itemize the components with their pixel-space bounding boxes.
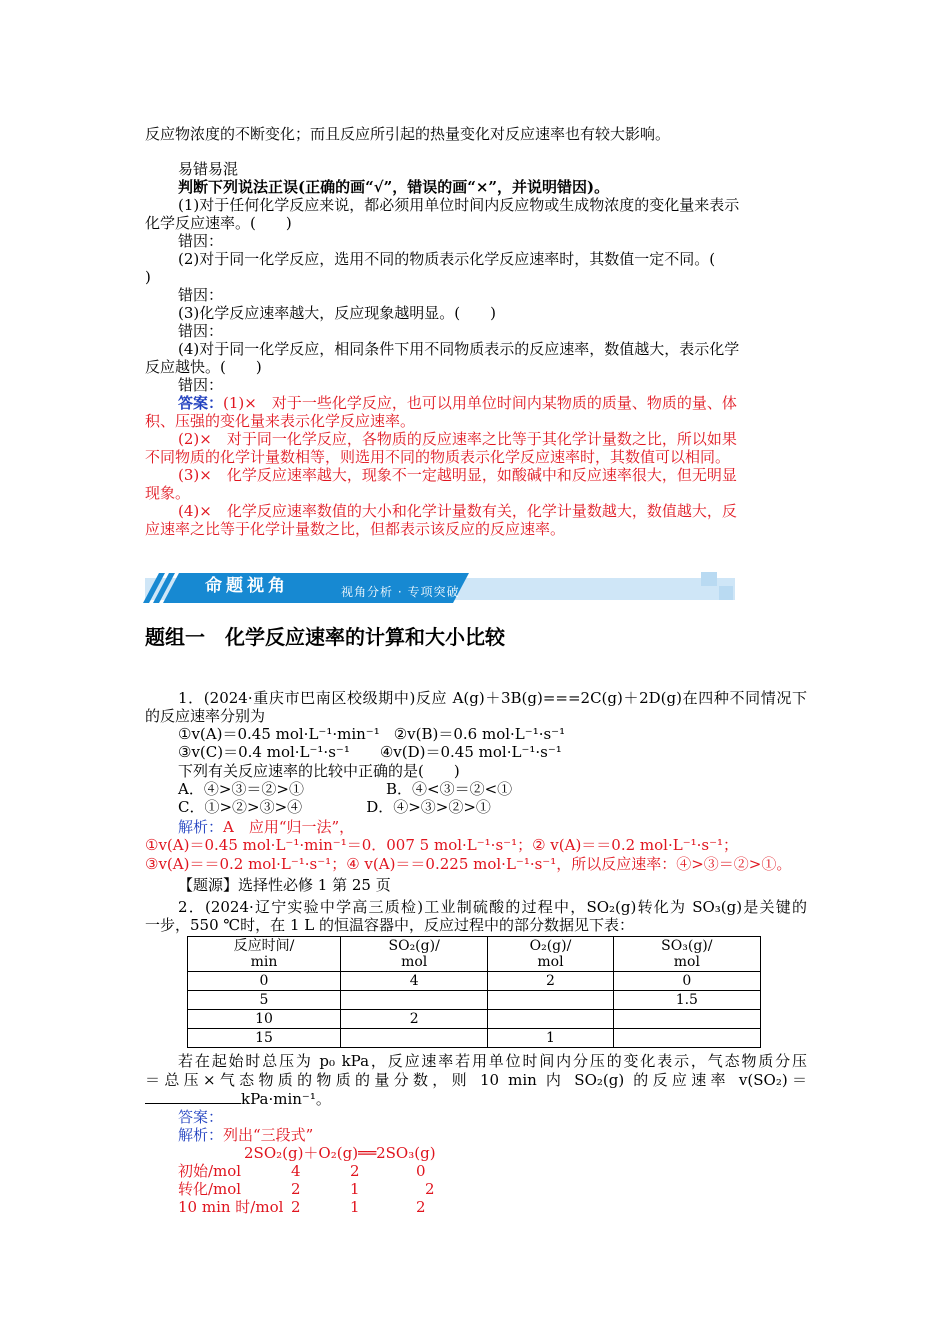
table-cell: 0: [188, 972, 341, 991]
item-4-line-2: 反应越快。( ): [145, 358, 262, 376]
q1-option-c: C．①>②>③>④: [178, 798, 303, 816]
answer-label: 答案：: [178, 394, 224, 412]
stage-value: 1: [350, 1180, 360, 1198]
table-cell: 15: [188, 1029, 341, 1048]
q2-equation: 2SO₂(g)＋O₂(g)══2SO₃(g): [244, 1144, 436, 1162]
table-row: [188, 991, 761, 1010]
answer-3-line-1: (3)× 化学反应速率越大，现象不一定越明显，如酸碱中和反应速率很大，但无明显: [178, 466, 737, 484]
q1-source: 【题源】选择性必修 1 第 25 页: [178, 876, 391, 894]
table-cell: 2: [341, 1010, 488, 1029]
q2-unit: kPa·min⁻¹。: [241, 1090, 331, 1108]
q1-cond-1: ①v(A)＝0.45 mol·L⁻¹·min⁻¹: [178, 725, 380, 743]
stage-value: 2: [350, 1162, 360, 1180]
item-2-line-1: (2)对于同一化学反应，选用不同的物质表示化学反应速率时，其数值一定不同。(: [178, 250, 716, 268]
section-heading: 易错易混: [178, 160, 239, 178]
q1-cond-row-2: [178, 743, 807, 761]
q1-cond-2: ②v(B)＝0.6 mol·L⁻¹·s⁻¹: [393, 725, 566, 743]
q1-cond-4: ④v(D)＝0.45 mol·L⁻¹·s⁻¹: [379, 743, 562, 761]
banner-subtitle: 视角分析 · 专项突破: [341, 585, 460, 599]
table-cell: 10: [188, 1010, 341, 1029]
stage-label: 10 min 时/mol: [178, 1198, 284, 1216]
table-row: [188, 972, 761, 991]
stage-value: 4: [291, 1162, 301, 1180]
table-cell: 2: [488, 972, 613, 991]
table-cell: [613, 1010, 760, 1029]
item-4-error: 错因：: [178, 376, 224, 394]
table-cell: [341, 991, 488, 1010]
item-3-line-1: (3)化学反应速率越大，反应现象越明显。( ): [178, 304, 496, 322]
q2-data-table: [187, 936, 761, 1048]
q1-option-b: B．④<③＝②<①: [385, 780, 513, 798]
stage-value: 2: [416, 1198, 426, 1216]
item-3-error: 错因：: [178, 322, 224, 340]
q2-stem-line-2: 一步，550 ℃时，在 1 L 的恒温容器中，反应过程中的部分数据见下表：: [145, 916, 634, 934]
answer-1-line-1: [178, 394, 807, 412]
table-cell: 5: [188, 991, 341, 1010]
stage-label: 转化/mol: [178, 1180, 242, 1198]
stage-value: 2: [291, 1198, 301, 1216]
table-row: [188, 1010, 761, 1029]
answer-4-line-1: (4)× 化学反应速率数值的大小和化学计量数有关，化学计量数越大，数值越大，反: [178, 502, 737, 520]
section-banner: [145, 570, 737, 606]
stage-label: 初始/mol: [178, 1162, 242, 1180]
answer-4-line-2: 应速率之比等于化学计量数之比，但都表示该反应的反应速率。: [145, 520, 566, 538]
q2-after-line-1: 若在起始时总压为 p₀ kPa，反应速率若用单位时间内分压的变化表示，气态物质分压: [178, 1052, 807, 1070]
table-header-row: [188, 937, 761, 972]
group-title: 题组一 化学反应速率的计算和大小比较: [145, 625, 505, 649]
q2-after-line-2: ＝总压×气态物质的物质的量分数，则 10 min 内 SO₂(g) 的反应速率 v(SO₂)＝: [145, 1071, 807, 1089]
analysis-label: 解析：: [178, 1126, 224, 1144]
answer-2-line-1: (2)× 对于同一化学反应，各物质的反应速率之比等于其化学计量数之比，所以如果: [178, 430, 737, 448]
answer-2-line-2: 不同物质的化学计量数相等，则选用不同的物质表示化学反应速率时，其数值可以相同。: [145, 448, 731, 466]
q2-analysis-head: [178, 1126, 807, 1144]
table-header-cell: 反应时间/ min: [188, 937, 341, 972]
top-paragraph-line: 反应物浓度的不断变化；而且反应所引起的热量变化对反应速率也有较大影响。: [145, 125, 671, 143]
table-header-cell: SO₂(g)/ mol: [341, 937, 488, 972]
item-2-line-2: ): [145, 268, 151, 286]
q1-stem-line-2: 的反应速率分别为: [145, 707, 266, 725]
banner-square: [719, 586, 733, 600]
q1-option-d: D．④>③>②>①: [366, 798, 491, 816]
item-1-error: 错因：: [178, 232, 224, 250]
q1-option-a: A．④>③＝②>①: [178, 780, 304, 798]
analysis-label: 解析：: [178, 818, 224, 836]
table-cell: [488, 1010, 613, 1029]
q1-stem-line-1: 1．(2024·重庆市巴南区校级期中)反应 A(g)＋3B(g)===2C(g)＋2D(g)在四种不同情况下: [178, 689, 807, 707]
answer-3-line-2: 现象。: [145, 484, 191, 502]
item-2-error: 错因：: [178, 286, 224, 304]
q2-stem-line-1: 2．(2024·辽宁实验中学高三质检)工业制硫酸的过程中，SO₂(g)转化为 SO₃(g)是关键的: [178, 898, 807, 916]
table-cell: [341, 1029, 488, 1048]
table-row: [188, 1029, 761, 1048]
q2-analysis-intro: 列出“三段式”: [223, 1126, 314, 1144]
instruction: 判断下列说法正误(正确的画“√”，错误的画“×”，并说明错因)。: [178, 178, 610, 196]
item-4-line-1: (4)对于同一化学反应，相同条件下用不同物质表示的反应速率，数值越大，表示化学: [178, 340, 740, 358]
item-1-line-2: 化学反应速率。( ): [145, 214, 292, 232]
table-cell: [488, 991, 613, 1010]
table-cell: [613, 1029, 760, 1048]
banner-title: 命题视角: [205, 576, 289, 596]
stage-value: 2: [425, 1180, 435, 1198]
q2-answer-label: 答案：: [178, 1108, 224, 1126]
q1-analysis-intro: A 应用“归一法”，: [223, 818, 355, 836]
q1-analysis-line-1: ①v(A)＝0.45 mol·L⁻¹·min⁻¹＝0．007 5 mol·L⁻¹·s⁻¹；② v(A)＝＝0.2 mol·L⁻¹·s⁻¹；: [145, 836, 739, 854]
answer-1-text: (1)× 对于一些化学反应，也可以用单位时间内某物质的质量、物质的量、体: [223, 394, 737, 412]
table-header-cell: SO₃(g)/ mol: [613, 937, 760, 972]
q1-analysis-head: [178, 818, 807, 836]
q1-options-row-1: [178, 780, 807, 798]
q1-cond-row-1: [178, 725, 807, 743]
table-cell: 1.5: [613, 991, 760, 1010]
table-cell: 1: [488, 1029, 613, 1048]
q1-options-row-2: [178, 798, 807, 816]
table-cell: 4: [341, 972, 488, 991]
stage-value: 0: [416, 1162, 426, 1180]
q1-analysis-line-2: ③v(A)＝＝0.2 mol·L⁻¹·s⁻¹；④ v(A)＝＝0.225 mol·L⁻¹·s⁻¹，所以反应速率：④>③＝②>①。: [145, 855, 792, 873]
stage-value: 2: [291, 1180, 301, 1198]
q1-ask: 下列有关反应速率的比较中正确的是( ): [178, 762, 460, 780]
answer-blank[interactable]: [145, 1089, 241, 1104]
item-1-line-1: (1)对于任何化学反应来说，都必须用单位时间内反应物或生成物浓度的变化量来表示: [178, 196, 740, 214]
stage-value: 1: [350, 1198, 360, 1216]
table-cell: 0: [613, 972, 760, 991]
q1-cond-3: ③v(C)＝0.4 mol·L⁻¹·s⁻¹: [178, 743, 350, 761]
banner-square: [701, 572, 717, 586]
table-header-cell: O₂(g)/ mol: [488, 937, 613, 972]
answer-1-line-2: 积、压强的变化量来表示化学反应速率。: [145, 412, 416, 430]
q2-after-line-3: [145, 1089, 807, 1108]
